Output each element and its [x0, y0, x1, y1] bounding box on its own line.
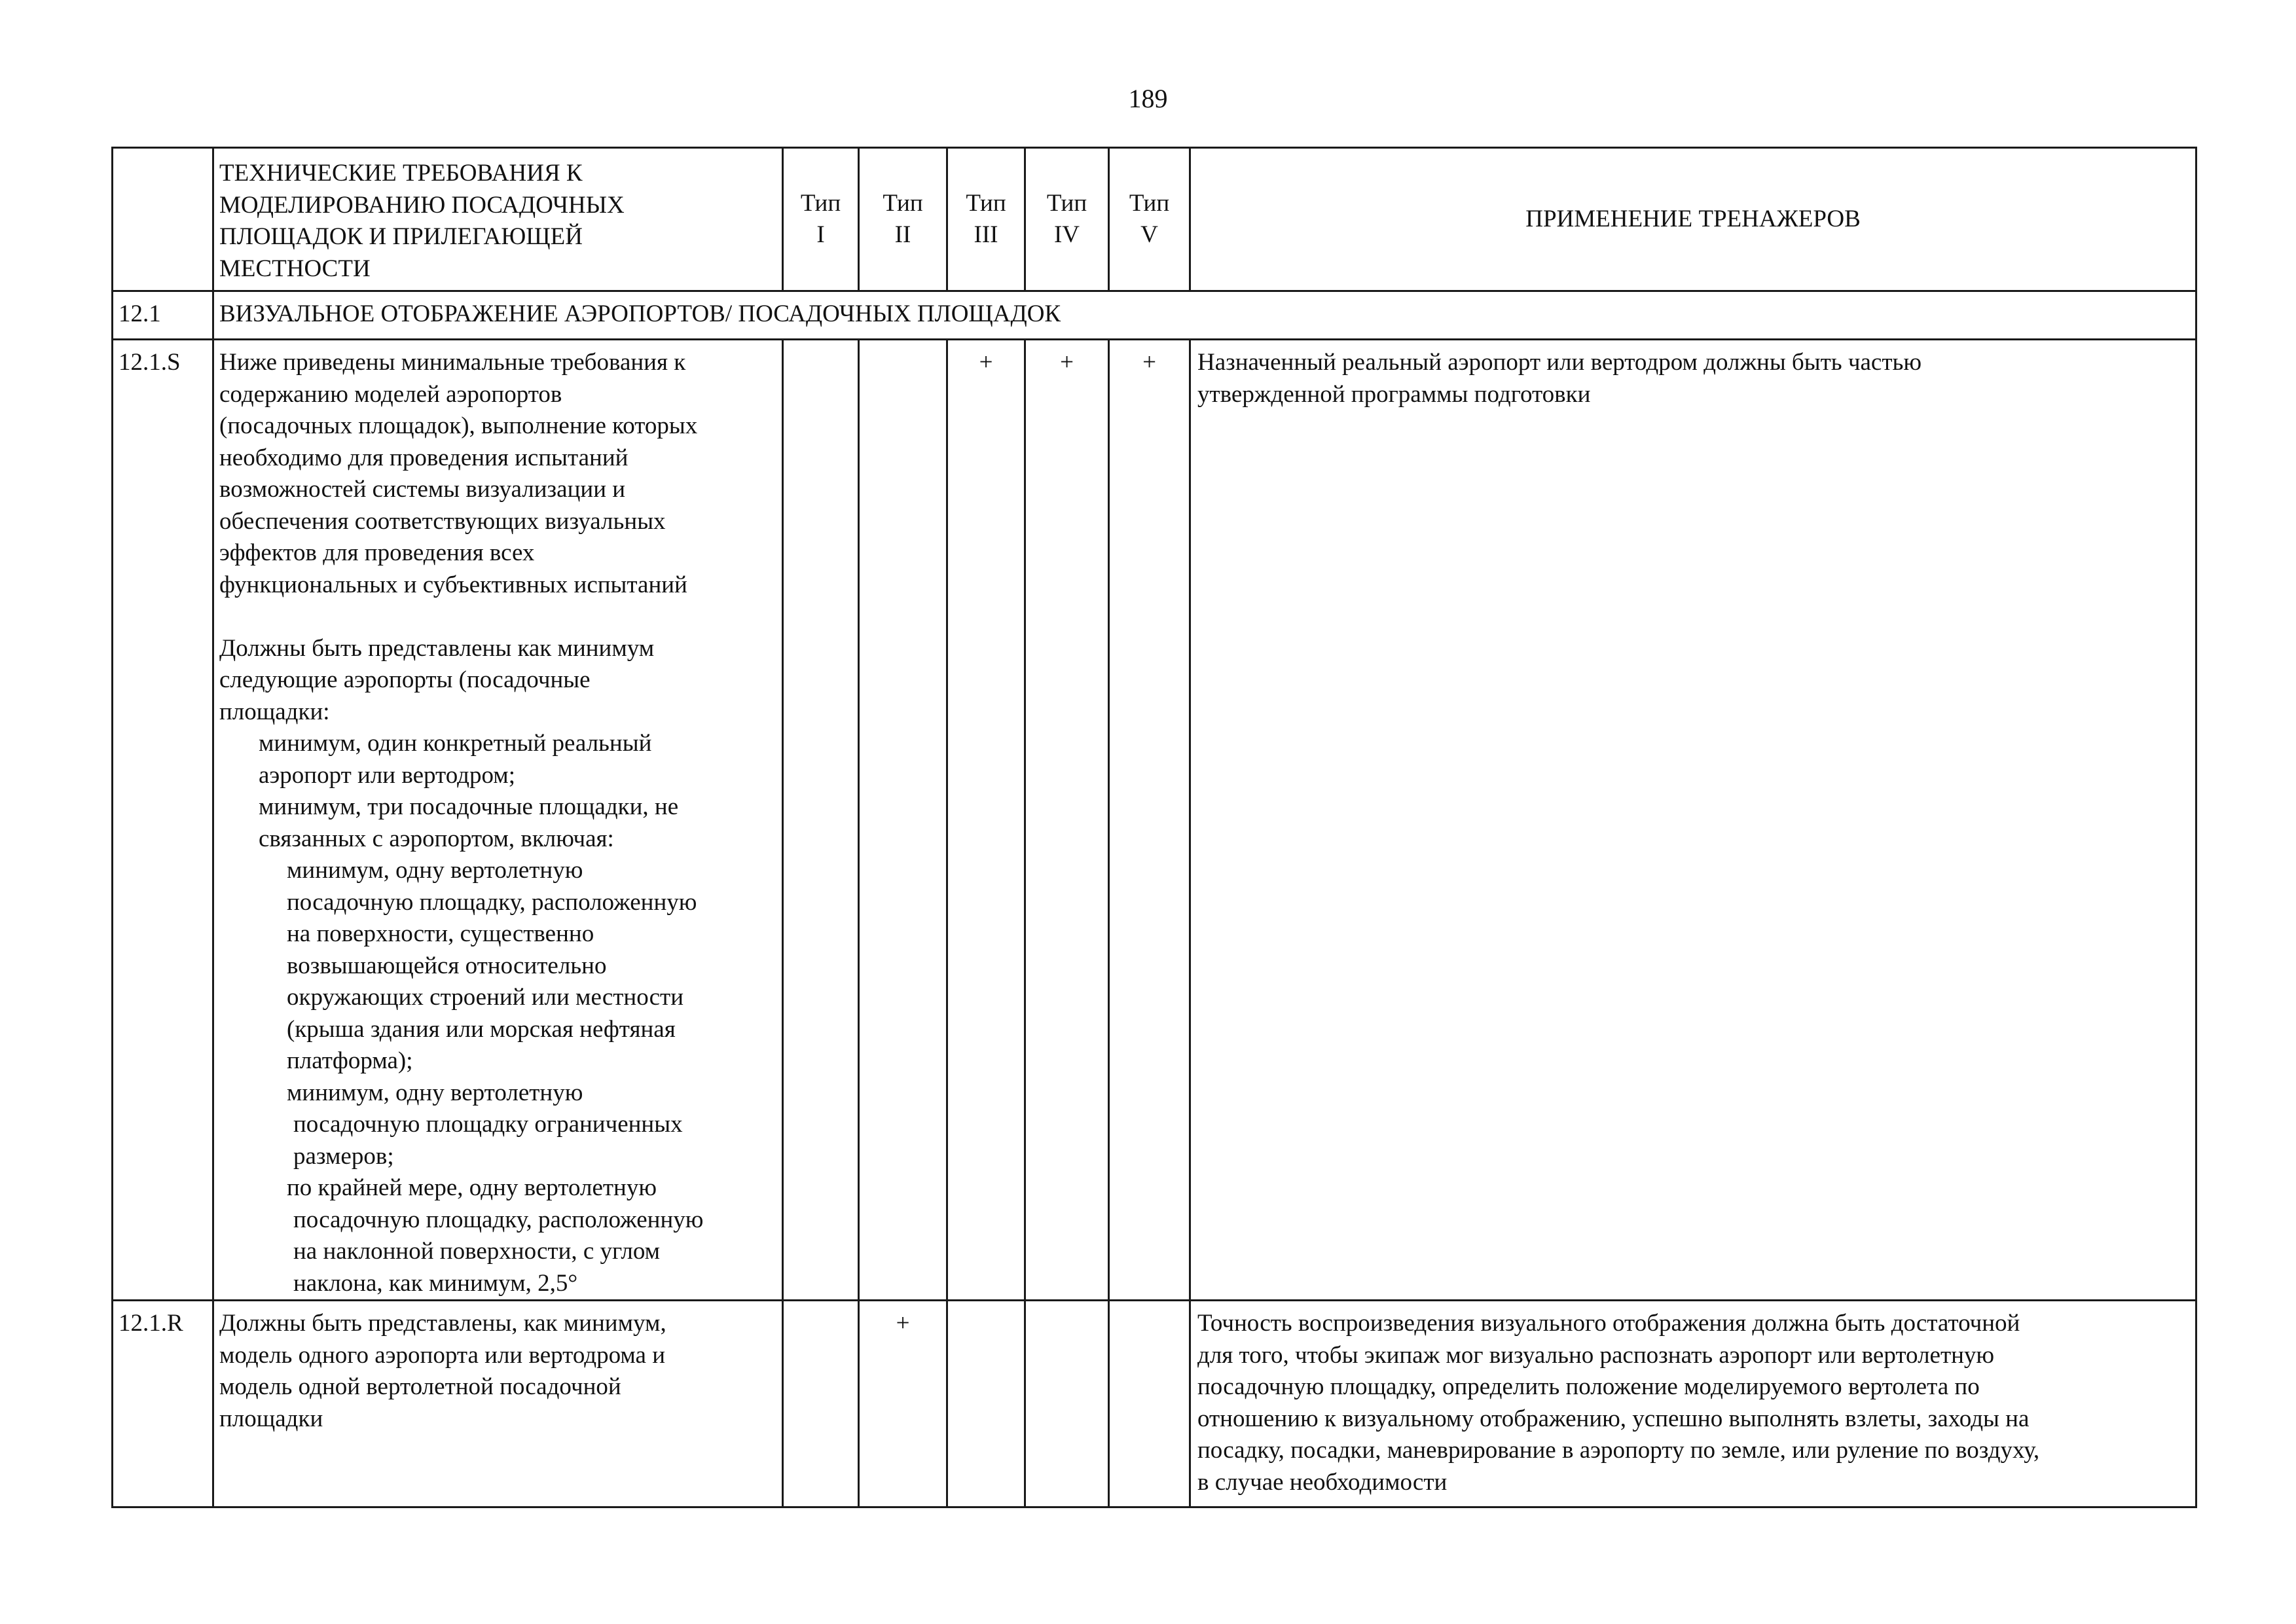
text-line: модель одного аэропорта или вертодрома и: [219, 1341, 666, 1369]
text-line: возможностей системы визуализации и: [219, 476, 626, 503]
type-numeral: V: [1140, 221, 1158, 248]
sub-list-item: посадочную площадку ограниченных: [293, 1111, 683, 1138]
list-item: минимум, три посадочные площадки, не: [259, 793, 679, 820]
text-line: следующие аэропорты (посадочные: [219, 666, 591, 693]
type-ii-mark: +: [859, 1301, 947, 1507]
list-item: минимум, один конкретный реальный: [259, 730, 652, 757]
application-text: [1190, 340, 2196, 1301]
table-header-row: [113, 148, 2196, 291]
type-numeral: III: [974, 221, 998, 248]
list-item: связанных с аэропортом, включая:: [259, 825, 614, 852]
sub-list-item: по крайней мере, одну вертолетную: [287, 1174, 657, 1201]
text-line: Назначенный реальный аэропорт или вертодром должны быть частью: [1197, 349, 1922, 376]
sub-list-item: окружающих строений или местности: [287, 984, 684, 1011]
row-number: 12.1.R: [113, 1301, 213, 1507]
type-v-mark: [1109, 1301, 1190, 1507]
type-ii-mark: [859, 340, 947, 1301]
type-v-mark: +: [1109, 340, 1190, 1301]
paragraph-gap: [219, 601, 775, 633]
type-label: Тип: [1129, 189, 1170, 217]
header-type-iv: [1025, 148, 1109, 291]
header-title-line: ТЕХНИЧЕСКИЕ ТРЕБОВАНИЯ К: [219, 160, 583, 187]
sub-list-item: размеров;: [293, 1142, 394, 1170]
text-line: эффектов для проведения всех: [219, 539, 535, 566]
type-iv-mark: [1025, 1301, 1109, 1507]
header-type-ii: [859, 148, 947, 291]
type-i-mark: [783, 1301, 859, 1507]
text-line: утвержденной программы подготовки: [1197, 380, 1591, 408]
header-type-iii: [947, 148, 1025, 291]
type-label: Тип: [1046, 189, 1087, 217]
type-label: Тип: [800, 189, 841, 217]
sub-list-item: наклона, как минимум, 2,5°: [293, 1269, 578, 1297]
text-line: модель одной вертолетной посадочной: [219, 1373, 621, 1400]
type-numeral: IV: [1053, 221, 1080, 248]
requirement-text: [213, 340, 783, 1301]
requirement-text: [213, 1301, 783, 1507]
row-number: 12.1.S: [113, 340, 213, 1301]
header-requirements-title: [213, 148, 783, 291]
text-line: площадки:: [219, 698, 330, 725]
table-row: [113, 340, 2196, 1301]
section-title: ВИЗУАЛЬНОЕ ОТОБРАЖЕНИЕ АЭРОПОРТОВ/ ПОСАДОЧНЫХ ПЛОЩАДОК: [213, 291, 2196, 340]
text-line: функциональных и субъективных испытаний: [219, 571, 687, 598]
sub-list-item: на поверхности, существенно: [287, 920, 594, 947]
text-line: Точность воспроизведения визуального отображения должна быть достаточной: [1197, 1310, 2020, 1337]
text-line: для того, чтобы экипаж мог визуально распознать аэропорт или вертолетную: [1197, 1341, 1995, 1369]
text-line: необходимо для проведения испытаний: [219, 444, 629, 471]
section-row: [113, 291, 2196, 340]
text-line: обеспечения соответствующих визуальных: [219, 507, 666, 535]
application-text: [1190, 1301, 2196, 1507]
header-number-cell: [113, 148, 213, 291]
text-line: посадку, посадки, маневрирование в аэропорту по земле, или руление по воздуху,: [1197, 1437, 2040, 1464]
text-line: Должны быть представлены, как минимум,: [219, 1310, 666, 1337]
text-line: Ниже приведены минимальные требования к: [219, 349, 686, 376]
sub-list-item: минимум, одну вертолетную: [287, 1079, 583, 1106]
sub-list-item: возвышающейся относительно: [287, 952, 607, 979]
text-line: Должны быть представлены как минимум: [219, 634, 655, 662]
text-line: площадки: [219, 1405, 323, 1432]
type-i-mark: [783, 340, 859, 1301]
type-iv-mark: +: [1025, 340, 1109, 1301]
type-numeral: II: [894, 221, 911, 248]
header-title-line: ПЛОЩАДОК И ПРИЛЕГАЮЩЕЙ: [219, 223, 583, 250]
header-title-line: МОДЕЛИРОВАНИЮ ПОСАДОЧНЫХ: [219, 191, 625, 219]
text-line: отношению к визуальному отображению, успешно выполнять взлеты, заходы на: [1197, 1405, 2030, 1432]
type-label: Тип: [883, 189, 923, 217]
sub-list-item: посадочную площадку, расположенную: [287, 888, 697, 916]
text-line: посадочную площадку, определить положение моделируемого вертолета по: [1197, 1373, 1980, 1400]
section-number: 12.1: [113, 291, 213, 340]
type-iii-mark: +: [947, 340, 1025, 1301]
page-number: 189: [1128, 84, 1168, 113]
header-application-title: ПРИМЕНЕНИЕ ТРЕНАЖЕРОВ: [1190, 148, 2196, 291]
type-numeral: I: [816, 221, 825, 248]
type-iii-mark: [947, 1301, 1025, 1507]
text-line: содержанию моделей аэропортов: [219, 380, 562, 408]
header-type-v: [1109, 148, 1190, 291]
sub-list-item: минимум, одну вертолетную: [287, 857, 583, 884]
text-line: (посадочных площадок), выполнение которых: [219, 412, 698, 439]
header-type-i: [783, 148, 859, 291]
text-line: в случае необходимости: [1197, 1468, 1448, 1496]
sub-list-item: на наклонной поверхности, с углом: [293, 1238, 661, 1265]
list-item: аэропорт или вертодром;: [259, 761, 515, 789]
sub-list-item: (крыша здания или морская нефтяная: [287, 1015, 676, 1043]
type-label: Тип: [966, 189, 1006, 217]
requirements-table: [111, 147, 2197, 1508]
header-title-line: МЕСТНОСТИ: [219, 255, 371, 282]
sub-list-item: платформа);: [287, 1047, 413, 1074]
sub-list-item: посадочную площадку, расположенную: [293, 1206, 704, 1233]
table-row: [113, 1301, 2196, 1507]
